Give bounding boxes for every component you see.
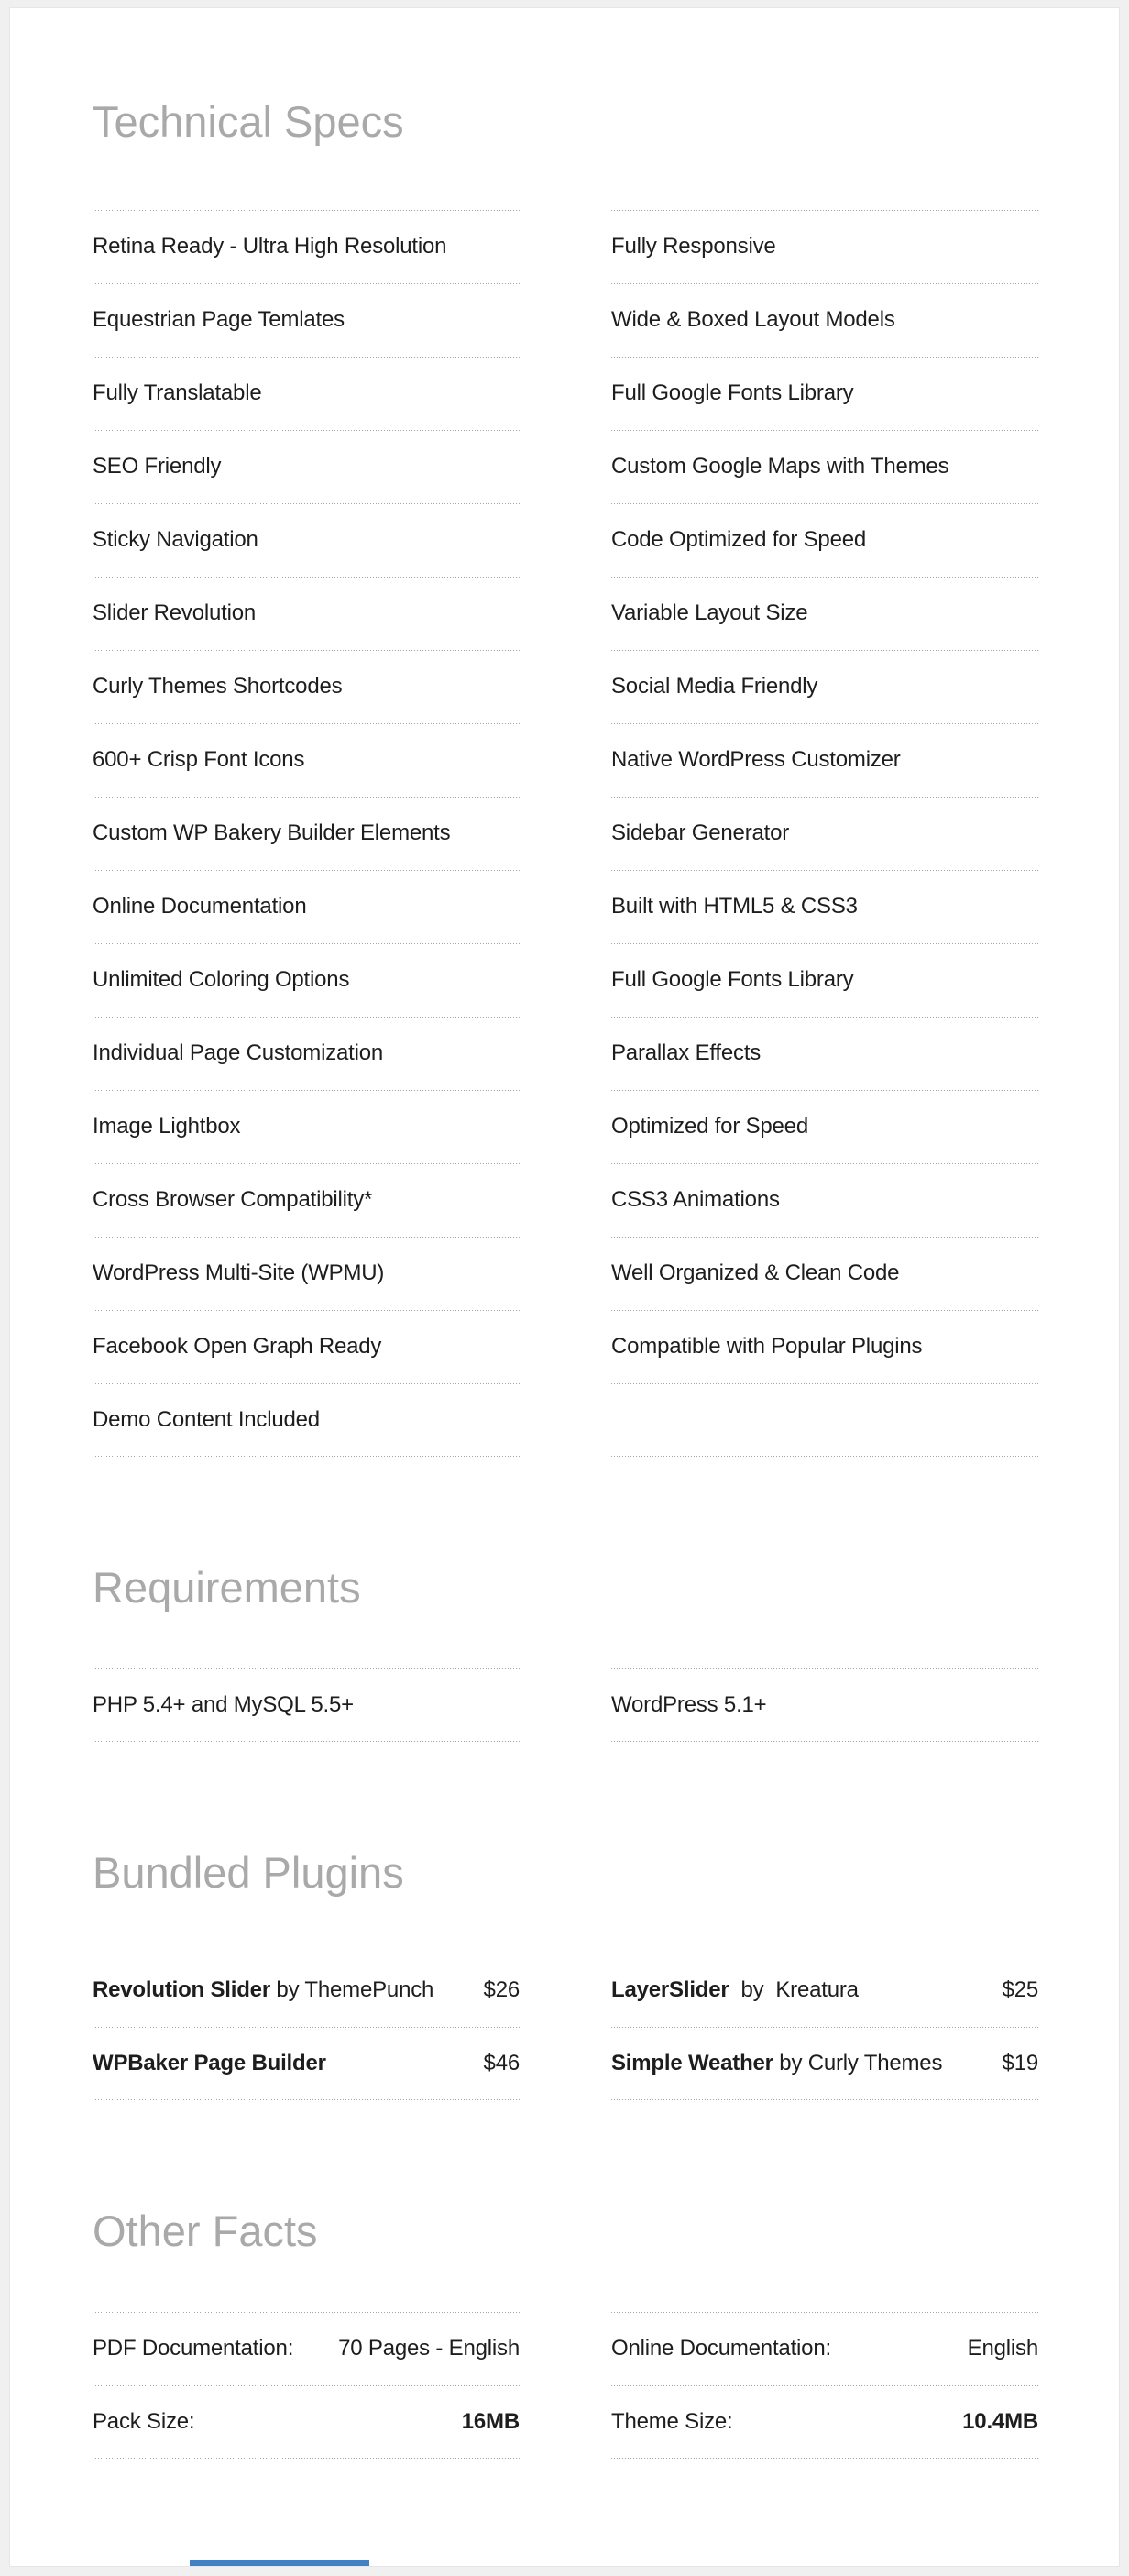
plugin-price: $19: [1002, 2051, 1038, 2075]
spec-item: [611, 503, 1038, 577]
spec-item-label: Wide & Boxed Layout Models: [611, 307, 895, 332]
bottom-accent-bar: [190, 2560, 369, 2566]
spec-item-label: Equestrian Page Temlates: [93, 307, 345, 332]
spec-item-label: Compatible with Popular Plugins: [611, 1334, 923, 1359]
spec-item-label: Built with HTML5 & CSS3: [611, 894, 858, 919]
spec-item-label: WordPress 5.1+: [611, 1692, 767, 1717]
spec-item: [611, 283, 1038, 357]
spec-item: [611, 1310, 1038, 1383]
requirements-columns: [93, 1668, 1038, 1742]
spec-item-label: Demo Content Included: [93, 1407, 320, 1432]
spec-item: [93, 870, 520, 943]
plugin-price: $26: [483, 1977, 520, 2002]
spec-item: [93, 797, 520, 870]
spec-item-label: Fully Translatable: [93, 380, 262, 405]
plugin-price: $25: [1002, 1977, 1038, 2002]
spec-item-label: Code Optimized for Speed: [611, 527, 867, 552]
spec-item: [611, 870, 1038, 943]
spec-item-label: Full Google Fonts Library: [611, 380, 854, 405]
plugin-attribution: by Curly Themes: [773, 2051, 943, 2075]
section-title-bundled-plugins: Bundled Plugins: [93, 1848, 404, 1897]
other-facts-left-column: [93, 2312, 520, 2459]
plugin-item: [611, 1954, 1038, 2027]
fact-item: [611, 2385, 1038, 2459]
spec-item-label: Native WordPress Customizer: [611, 747, 901, 772]
spec-item-label: Curly Themes Shortcodes: [93, 674, 343, 699]
plugin-attribution: by Kreatura: [729, 1977, 859, 2002]
fact-label: Theme Size:: [611, 2409, 733, 2434]
spec-item-label: Sticky Navigation: [93, 527, 258, 552]
spec-item-label: Custom Google Maps with Themes: [611, 454, 949, 479]
spec-item-label: Well Organized & Clean Code: [611, 1260, 900, 1285]
spec-item: [93, 210, 520, 283]
spec-item: [93, 1383, 520, 1457]
technical-specs-left-column: [93, 210, 520, 1457]
spec-item-label: Parallax Effects: [611, 1040, 762, 1065]
spec-item: [93, 1237, 520, 1310]
page-surface: [9, 7, 1120, 2567]
spec-item-label: SEO Friendly: [93, 454, 222, 479]
plugin-item: [93, 1954, 520, 2027]
spec-item-label: Facebook Open Graph Ready: [93, 1334, 382, 1359]
section-title-requirements: Requirements: [93, 1563, 361, 1612]
plugin-price: $46: [483, 2051, 520, 2075]
spec-item: [93, 1310, 520, 1383]
spec-item: [93, 650, 520, 723]
bundled-plugins-columns: [93, 1954, 1038, 2100]
spec-item: [93, 723, 520, 797]
technical-specs-right-column: [611, 210, 1038, 1457]
spec-item: [611, 210, 1038, 283]
plugin-item: [611, 2027, 1038, 2100]
spec-item-label: CSS3 Animations: [611, 1187, 780, 1212]
plugin-name: Simple Weather: [611, 2051, 773, 2075]
technical-specs-section: [10, 96, 1119, 1457]
spec-item-label: Online Documentation: [93, 894, 307, 919]
spec-item: [93, 283, 520, 357]
spec-item: [93, 357, 520, 430]
requirements-left-column: [93, 1668, 520, 1742]
spec-item: [611, 1017, 1038, 1090]
spec-item: [611, 357, 1038, 430]
fact-value: English: [967, 2336, 1038, 2361]
spec-item-label: Full Google Fonts Library: [611, 967, 854, 992]
spec-item-label: Social Media Friendly: [611, 674, 818, 699]
spec-item: [93, 943, 520, 1017]
spec-item: [611, 1163, 1038, 1237]
spec-item-label: Individual Page Customization: [93, 1040, 384, 1065]
spec-item-label: Slider Revolution: [93, 600, 257, 625]
section-title-technical-specs: Technical Specs: [93, 97, 404, 146]
spec-item: [93, 577, 520, 650]
spec-item-label: WordPress Multi-Site (WPMU): [93, 1260, 385, 1285]
spec-item-label: Optimized for Speed: [611, 1114, 808, 1139]
other-facts-columns: [93, 2312, 1038, 2459]
spec-item: [611, 1090, 1038, 1163]
spec-item: [611, 1668, 1038, 1742]
fact-item: [93, 2385, 520, 2459]
spec-item-label: Custom WP Bakery Builder Elements: [93, 820, 451, 845]
spec-item: [611, 943, 1038, 1017]
bundled-plugins-right-column: [611, 1954, 1038, 2100]
spec-item-label: Fully Responsive: [611, 234, 776, 259]
spec-item-label: Sidebar Generator: [611, 820, 790, 845]
technical-specs-columns: [93, 210, 1038, 1457]
fact-value: 16MB: [461, 2409, 520, 2434]
bundled-plugins-section: [10, 1847, 1119, 2100]
spec-item: [93, 503, 520, 577]
spec-item: [93, 1017, 520, 1090]
bundled-plugins-left-column: [93, 1954, 520, 2100]
spec-item: [611, 577, 1038, 650]
spec-item: [611, 650, 1038, 723]
spec-item-label: 600+ Crisp Font Icons: [93, 747, 305, 772]
section-title-other-facts: Other Facts: [93, 2207, 318, 2255]
spec-item: [611, 1383, 1038, 1457]
spec-item: [93, 1163, 520, 1237]
fact-label: PDF Documentation:: [93, 2336, 294, 2361]
requirements-right-column: [611, 1668, 1038, 1742]
spec-item-label: Retina Ready - Ultra High Resolution: [93, 234, 447, 259]
spec-item: [611, 797, 1038, 870]
fact-value: 10.4MB: [962, 2409, 1038, 2434]
spec-item: [611, 1237, 1038, 1310]
spec-item-label: PHP 5.4+ and MySQL 5.5+: [93, 1692, 354, 1717]
plugin-name: LayerSlider: [611, 1977, 729, 2002]
fact-label: Online Documentation:: [611, 2336, 831, 2361]
spec-item: [93, 1668, 520, 1742]
plugin-name: Revolution Slider: [93, 1977, 270, 2002]
other-facts-right-column: [611, 2312, 1038, 2459]
spec-item-label: Unlimited Coloring Options: [93, 967, 350, 992]
spec-item-label: Image Lightbox: [93, 1114, 241, 1139]
spec-item: [611, 723, 1038, 797]
spec-item-label: Variable Layout Size: [611, 600, 808, 625]
fact-value: 70 Pages - English: [338, 2336, 520, 2361]
other-facts-section: [10, 2206, 1119, 2459]
plugin-attribution: by ThemePunch: [269, 1977, 434, 2002]
spec-item-label: Cross Browser Compatibility*: [93, 1187, 373, 1212]
fact-item: [611, 2312, 1038, 2385]
plugin-item: [93, 2027, 520, 2100]
fact-item: [93, 2312, 520, 2385]
spec-item: [611, 430, 1038, 503]
spec-item: [93, 1090, 520, 1163]
requirements-section: [10, 1562, 1119, 1742]
spec-item: [93, 430, 520, 503]
plugin-name: WPBaker Page Builder: [93, 2051, 326, 2075]
fact-label: Pack Size:: [93, 2409, 195, 2434]
